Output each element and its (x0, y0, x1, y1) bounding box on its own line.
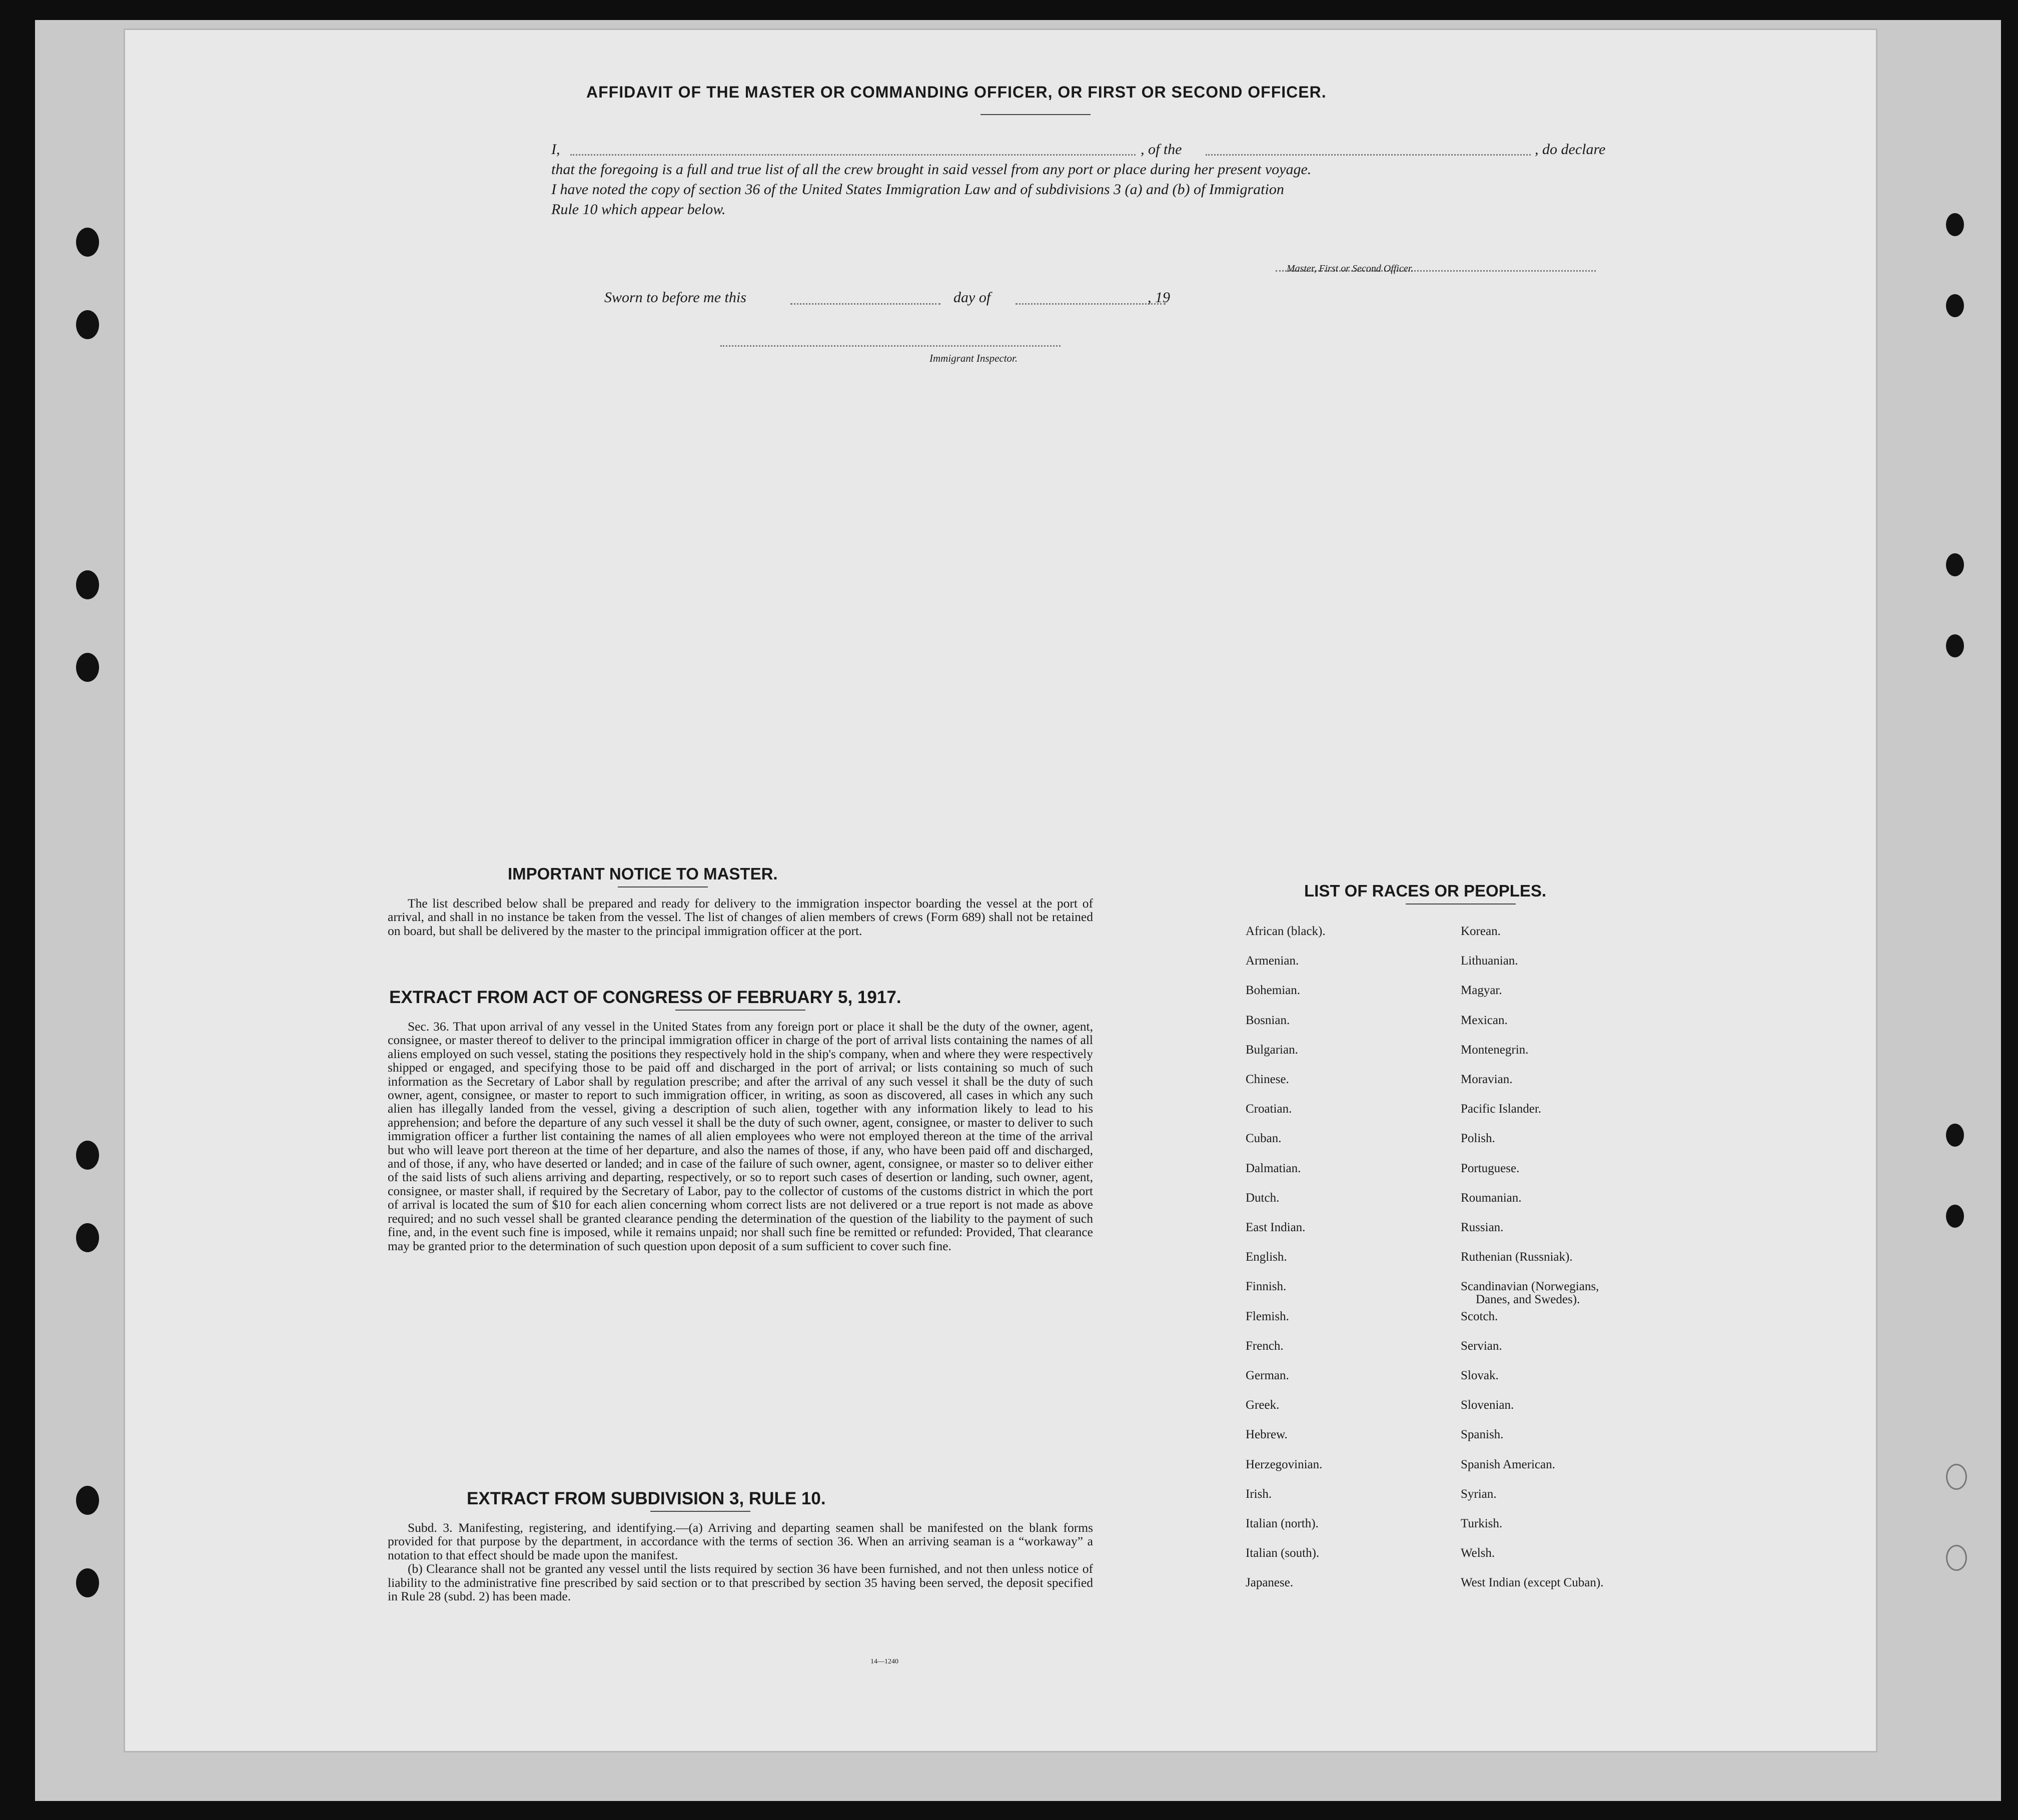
race-item: Scotch. (1461, 1309, 1498, 1323)
race-item: Spanish American. (1461, 1457, 1555, 1471)
title-underline (980, 114, 1091, 115)
race-item: Flemish. (1246, 1309, 1289, 1323)
race-item: Portuguese. (1461, 1161, 1520, 1175)
extract-act-text (388, 1020, 1093, 1253)
race-item: Hebrew. (1246, 1428, 1288, 1442)
punch-hole-icon (76, 1141, 99, 1170)
affidavit-title: AFFIDAVIT OF THE MASTER OR COMMANDING OFFICER, OR FIRST OR SECOND OFFICER. (586, 83, 1327, 101)
punch-hole-icon (1946, 1464, 1967, 1490)
inspector-signature-line (720, 345, 1061, 347)
race-item: Chinese. (1246, 1073, 1289, 1086)
race-item: Herzegovinian. (1246, 1457, 1323, 1471)
race-item: Japanese. (1246, 1576, 1294, 1590)
race-item: Slovak. (1461, 1369, 1499, 1382)
race-item: Scandinavian (Norwegians, (1461, 1280, 1599, 1294)
notice-title: IMPORTANT NOTICE TO MASTER. (508, 864, 778, 883)
punch-hole-icon (76, 653, 99, 682)
punch-hole-icon (1946, 553, 1964, 576)
affidavit-i: I, (551, 141, 560, 158)
section-36-paragraph: Sec. 36. That upon arrival of any vessel in the United States from any foreign port or place it shall be the duty of the owner, agent, consignee, or master thereof to deliver to the principal immigration officer in charge of the port of arrival lists containing the names of all aliens employed on such vessel, stating the positions they respectively hold in the ship's company, when and where they were respectively shipped or engaged, and specifying those to be paid off and discharged in the port of arrival; or lists containing so much of such information as the Secretary of Labor shall by regulation prescribe; and after the arrival of any such vessel it shall be the duty of such owner, agent, consignee, or master to report to such immigration officer, in writing, as soon as discovered, all cases in which any such alien has illegally landed from the vessel, giving a description of such alien, together with any information likely to lead to his apprehension; and before the departure of any such vessel it shall be the duty of such owner, agent, consignee, or master to deliver to such immigration officer a further list containing the names of all alien employees who were not employed thereon at the time of the arrival but who will leave port thereon at the time of her departure, and also the names of those, if any, who have been paid off and discharged, and of those, if any, who have deserted or landed; and in case of the failure of such owner, agent, consignee, or master so to deliver either of the said lists of such aliens arriving and departing, respectively, or so to report such cases of desertion or landing, such owner, agent, consignee, or master shall, if required by the Secretary of Labor, pay to the collector of customs of the customs district in which the port of arrival is located the sum of $10 for each alien concerning whom correct lists are not delivered or a true report is not made as above required; and no such vessel shall be granted clearance pending the determination of the question of the liability to the payment of such fine, and, in the event such fine is imposed, while it remains unpaid; nor shall such fine be remitted or refunded: Provided, That clearance may be granted prior to the determination of such question upon deposit of a sum sufficient to cover such fine. (388, 1019, 1093, 1253)
race-item: French. (1246, 1339, 1284, 1353)
race-item: Polish. (1461, 1132, 1495, 1146)
sworn-text: Sworn to before me this (604, 289, 746, 306)
race-item: Dalmatian. (1246, 1161, 1301, 1175)
race-item: Cuban. (1246, 1132, 1282, 1146)
race-item: German. (1246, 1369, 1289, 1382)
extract-rule-text (388, 1521, 1093, 1603)
extract-rule-underline (650, 1511, 750, 1512)
race-item: West Indian (except Cuban). (1461, 1576, 1604, 1590)
race-item: Magyar. (1461, 984, 1502, 998)
race-item: Italian (north). (1246, 1517, 1319, 1530)
sworn-month-line (1016, 303, 1166, 305)
extract-rule-title: EXTRACT FROM SUBDIVISION 3, RULE 10. (467, 1489, 826, 1508)
form-sheet (125, 30, 1876, 1751)
name-line (570, 154, 1136, 156)
race-item: Irish. (1246, 1487, 1272, 1501)
punch-hole-icon (76, 228, 99, 257)
punch-hole-icon (76, 570, 99, 599)
race-item: Italian (south). (1246, 1546, 1320, 1560)
race-item: Danes, and Swedes). (1476, 1293, 1580, 1307)
race-item: Spanish. (1461, 1428, 1504, 1442)
affidavit-line3: I have noted the copy of section 36 of the United States Immigration Law and of subdivisions 3 (a) and (b) of Immigration (551, 181, 1284, 198)
inspector-label: Immigrant Inspector. (929, 352, 1018, 364)
notice-paragraph: The list described below shall be prepared and ready for delivery to the immigration inspector boarding the vessel at the port of arrival, and shall in no instance be taken from the vessel. The list of changes of alien members of crews (Form 689) shall not be retained on board, but shall be delivered by the master to the principal immigration officer at the port. (388, 896, 1093, 938)
race-item: Russian. (1461, 1221, 1504, 1234)
affidavit-of-the: , of the (1141, 141, 1182, 158)
race-item: Slovenian. (1461, 1398, 1514, 1412)
race-item: Pacific Islander. (1461, 1102, 1542, 1116)
race-item: African (black). (1246, 925, 1326, 938)
race-item: Welsh. (1461, 1546, 1495, 1560)
race-item: Montenegrin. (1461, 1043, 1529, 1057)
races-underline (1406, 903, 1516, 904)
year-text: , 19 (1148, 289, 1170, 306)
form-number: 14—1240 (870, 1658, 898, 1665)
race-item: Greek. (1246, 1398, 1280, 1412)
notice-underline (618, 886, 708, 887)
punch-hole-icon (1946, 1205, 1964, 1228)
punch-hole-icon (76, 1486, 99, 1515)
race-item: Bohemian. (1246, 984, 1301, 998)
punch-hole-icon (1946, 1124, 1964, 1147)
race-item: Korean. (1461, 925, 1501, 938)
race-item: Ruthenian (Russniak). (1461, 1250, 1573, 1264)
punch-hole-icon (1946, 213, 1964, 236)
race-item: Roumanian. (1461, 1191, 1522, 1205)
notice-text (388, 896, 1093, 938)
race-item: Syrian. (1461, 1487, 1497, 1501)
race-item: East Indian. (1246, 1221, 1306, 1234)
punch-hole-icon (76, 1223, 99, 1252)
race-item: Bulgarian. (1246, 1043, 1298, 1057)
race-item: Servian. (1461, 1339, 1502, 1353)
race-item: Mexican. (1461, 1013, 1508, 1027)
subdivision-b-paragraph: (b) Clearance shall not be granted any vessel until the lists required by section 36 have been furnished, and not then unless notice of liability to the administrative fine prescribed by said section or to that prescribed by section 35 having been served, the deposit specified in Rule 28 (subd. 2) has been made. (388, 1561, 1093, 1604)
punch-hole-icon (1946, 634, 1964, 657)
master-signature-label: Master, First or Second Officer. (1287, 263, 1414, 274)
race-item: Finnish. (1246, 1280, 1287, 1294)
races-title: LIST OF RACES OR PEOPLES. (1304, 881, 1547, 900)
vessel-line (1206, 154, 1531, 156)
subdivision-a-paragraph: Subd. 3. Manifesting, registering, and identifying.—(a) Arriving and departing seamen shall be manifested on the blank forms provided for that purpose by the department, in accordance with the terms of section 36. When an arriving seaman is a “workaway” a notation to that effect should be made upon the manifest. (388, 1520, 1093, 1562)
race-item: Armenian. (1246, 954, 1299, 968)
race-item: Moravian. (1461, 1073, 1513, 1086)
sworn-day-line (790, 303, 940, 305)
extract-act-title: EXTRACT FROM ACT OF CONGRESS OF FEBRUARY 5, 1917. (389, 988, 901, 1007)
extract-act-underline (675, 1010, 805, 1011)
race-item: Bosnian. (1246, 1013, 1290, 1027)
punch-hole-icon (1946, 1545, 1967, 1571)
race-item: Lithuanian. (1461, 954, 1518, 968)
affidavit-line4: Rule 10 which appear below. (551, 201, 726, 218)
punch-hole-icon (1946, 294, 1964, 317)
affidavit-line2: that the foregoing is a full and true list of all the crew brought in said vessel from any port or place during her present voyage. (551, 161, 1312, 178)
race-item: English. (1246, 1250, 1287, 1264)
race-item: Croatian. (1246, 1102, 1292, 1116)
day-of-text: day of (953, 289, 991, 306)
race-item: Dutch. (1246, 1191, 1280, 1205)
affidavit-declare: , do declare (1535, 141, 1606, 158)
race-item: Turkish. (1461, 1517, 1503, 1530)
punch-hole-icon (76, 1568, 99, 1597)
punch-hole-icon (76, 310, 99, 339)
